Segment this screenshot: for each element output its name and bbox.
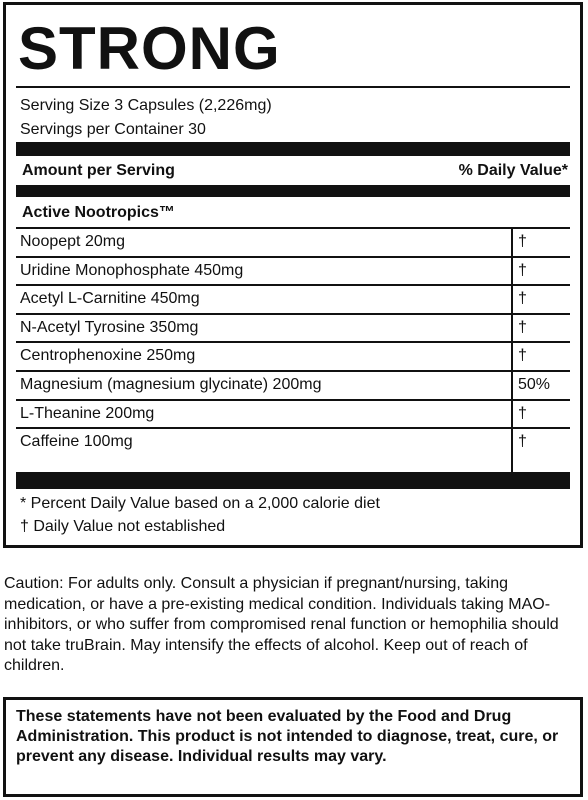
fda-disclaimer-box: [3, 697, 583, 797]
ingredient-row: [16, 315, 570, 344]
ingredient-name: Noopept 20mg: [20, 233, 125, 250]
caution-text: Caution: For adults only. Consult a physician if pregnant/nursing, taking medication, or have a pre-existing medical condition. Individuals taking MAO-inhibitors, or who suffer from compromised renal function or hemophilia should not take truBrain. May intensify the effects of alcohol. Keep out of reach of children.: [4, 575, 559, 674]
section-title: Active Nootropics™: [22, 204, 175, 221]
serving-size: Serving Size 3 Capsules (2,226mg): [20, 97, 272, 114]
ingredient-row: [16, 229, 570, 258]
footnote-percent-daily-value: * Percent Daily Value based on a 2,000 calorie diet: [20, 495, 380, 512]
ingredient-daily-value: †: [518, 318, 527, 336]
footnote-dagger: † Daily Value not established: [20, 518, 226, 535]
column-divider: [511, 229, 513, 472]
ingredients-table: [16, 229, 570, 458]
ingredient-name: Uridine Monophosphate 450mg: [20, 261, 244, 279]
amount-per-serving-header: Amount per Serving: [22, 162, 175, 179]
ingredient-row: [16, 372, 570, 401]
ingredient-daily-value: †: [518, 404, 527, 422]
ingredient-row: [16, 401, 570, 430]
ingredient-name: Acetyl L-Carnitine 450mg: [20, 290, 200, 308]
ingredient-daily-value: †: [518, 233, 527, 250]
ingredient-row: [16, 258, 570, 287]
ingredient-daily-value: †: [518, 347, 527, 365]
product-title: STRONG: [18, 15, 281, 82]
fda-disclaimer-text: These statements have not been evaluated by the Food and Drug Administration. This product is not intended to diagnose, treat, cure, or prevent any disease. Individual results may vary.: [16, 708, 559, 765]
supplement-facts-panel: [3, 2, 583, 548]
servings-per-container: Servings per Container 30: [20, 121, 206, 138]
ingredient-name: Magnesium (magnesium glycinate) 200mg: [20, 375, 322, 393]
thick-divider-middle: [16, 185, 570, 197]
ingredient-name: Centrophenoxine 250mg: [20, 347, 196, 365]
daily-value-header: % Daily Value*: [458, 162, 568, 179]
thick-divider-bottom: [16, 472, 570, 489]
ingredient-row: [16, 429, 570, 458]
ingredient-name: N-Acetyl Tyrosine 350mg: [20, 318, 199, 336]
ingredient-name: L-Theanine 200mg: [20, 404, 155, 422]
ingredient-daily-value: †: [518, 433, 527, 451]
ingredient-name: Caffeine 100mg: [20, 433, 133, 451]
thick-divider-top: [16, 142, 570, 156]
ingredient-daily-value: †: [518, 261, 527, 279]
ingredient-daily-value: †: [518, 290, 527, 308]
ingredient-row: [16, 343, 570, 372]
title-divider: [16, 86, 570, 88]
ingredient-daily-value: 50%: [518, 375, 551, 393]
ingredient-row: [16, 286, 570, 315]
